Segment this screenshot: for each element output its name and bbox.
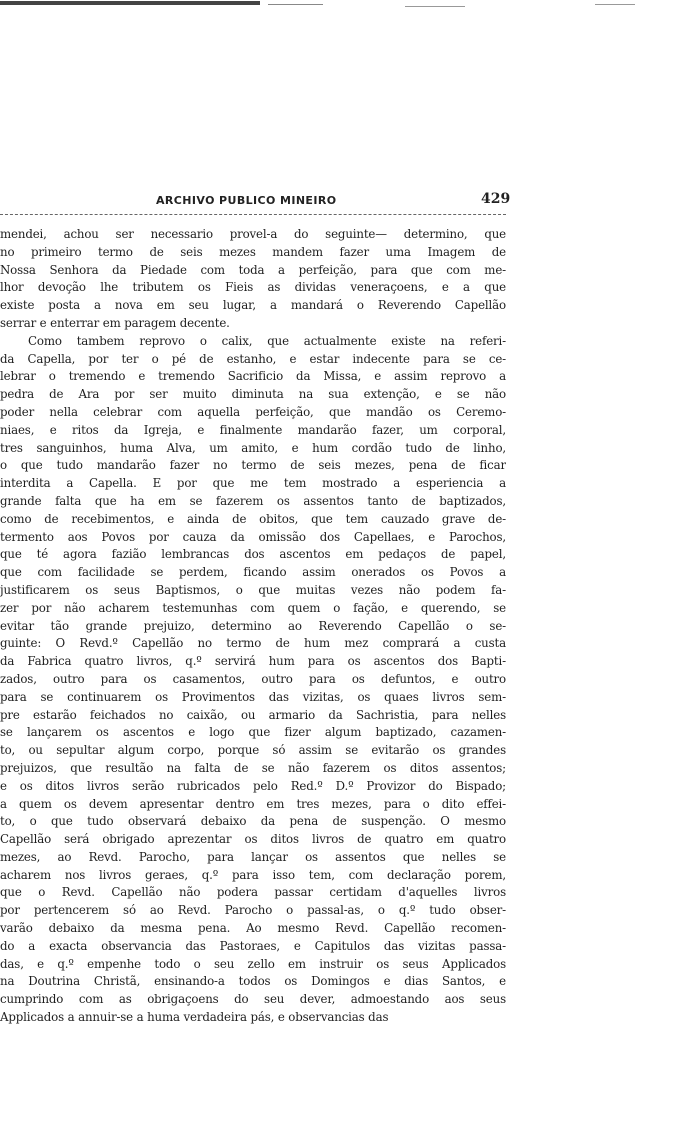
text-line: niaes, e ritos da Igreja, e finalmente mandarão fazer, um corporal, xyxy=(0,422,506,437)
text-line: guinte: O Revd.º Capellão no termo de hum mez comprará a custa xyxy=(0,636,506,651)
text-line: evitar tão grande prejuizo, determino ao Reverendo Capellão o se- xyxy=(0,618,506,633)
text-line: Capellão será obrigado aprezentar os ditos livros de quatro em quatro xyxy=(0,832,506,847)
text-line: Como tambem reprovo o calix, que actualmente existe na referi- xyxy=(28,333,506,348)
text-line: tres sanguinhos, huma Alva, um amito, e hum cordão tudo de linho, xyxy=(0,440,506,455)
text-line: serrar e enterrar em paragem decente. xyxy=(0,315,230,330)
text-line: pedra de Ara por ser muito diminuta na sua extenção, e se não xyxy=(0,387,506,402)
text-line: lhor devoção lhe tributem os Fieis as dividas veneraçoens, e a que xyxy=(0,280,506,295)
text-line: a quem os devem apresentar dentro em tres mezes, para o dito effei- xyxy=(0,796,506,811)
text-line: que té agora fazião lembrancas dos ascentos em pedaços de papel, xyxy=(0,547,506,562)
text-line: cumprindo com as obrigaçoens do seu dever, admoestando aos seus xyxy=(0,992,506,1007)
paragraph xyxy=(0,333,506,1027)
text-line: das, e q.º empenhe todo o seu zello em instruir os seus Applicados xyxy=(0,956,506,971)
text-line: prejuizos, que resultão na falta de se não fazerem os ditos assentos; xyxy=(0,760,506,775)
text-line: do a exacta observancia das Pastoraes, e Capitulos das vizitas passa- xyxy=(0,938,506,953)
text-line: que com facilidade se perdem, ficando assim onerados os Povos a xyxy=(0,565,506,580)
text-line: to, ou sepultar algum corpo, porque só assim se evitarão os grandes xyxy=(0,743,506,758)
body-text xyxy=(0,226,506,1027)
text-line: interdita a Capella. E por que me tem mostrado a esperiencia a xyxy=(0,476,506,491)
text-line: da Fabrica quatro livros, q.º servirá hum para os ascentos dos Bapti- xyxy=(0,654,506,669)
text-line: o que tudo mandarão fazer no termo de seis mezes, pena de ficar xyxy=(0,458,506,473)
header-rule xyxy=(0,214,506,215)
header-title: ARCHIVO PUBLICO MINEIRO xyxy=(156,194,337,207)
text-line: zer por não acharem testemunhas com quem o fação, e querendo, se xyxy=(0,600,506,615)
text-line: to, o que tudo observará debaixo da pena de suspenção. O mesmo xyxy=(0,814,506,829)
top-edge-rule xyxy=(405,6,465,7)
text-line: mezes, ao Revd. Parocho, para lançar os assentos que nelles se xyxy=(0,849,506,864)
running-head xyxy=(0,191,691,214)
text-line: pre estarão feichados no caixão, ou armario da Sachristia, para nelles xyxy=(0,707,506,722)
text-line: Applicados a annuir-se a huma verdadeira pás, e observancias das xyxy=(0,1010,389,1025)
text-line: na Doutrina Christã, ensinando-a todos os Domingos e dias Santos, e xyxy=(0,974,506,989)
text-line: para se continuarem os Provimentos das vizitas, os quaes livros sem- xyxy=(0,689,506,704)
paragraph xyxy=(0,226,506,333)
text-line: poder nella celebrar com aquella perfeição, que mandão os Ceremo- xyxy=(0,404,506,419)
text-line: da Capella, por ter o pé de estanho, e estar indecente para se ce- xyxy=(0,351,506,366)
text-line: Nossa Senhora da Piedade com toda a perfeição, para que com me- xyxy=(0,262,506,277)
text-line: se lançarem os ascentos e logo que fizer algum baptizado, cazamen- xyxy=(0,725,506,740)
text-line: justificarem os seus Baptismos, o que muitas vezes não podem fa- xyxy=(0,582,506,597)
top-edge-rule xyxy=(0,1,260,5)
text-line: por pertencerem só ao Revd. Parocho o passal-as, o q.º tudo obser- xyxy=(0,903,506,918)
text-line: lebrar o tremendo e tremendo Sacrificio da Missa, e assim reprovo a xyxy=(0,369,506,384)
text-line: mendei, achou ser necessario provel-a do seguinte— determino, que xyxy=(0,227,506,241)
text-line: existe posta a nova em seu lugar, a mandará o Reverendo Capellão xyxy=(0,298,506,313)
text-line: termento aos Povos por cauza da omissão dos Capellaes, e Parochos, xyxy=(0,529,506,544)
text-line: grande falta que ha em se fazerem os assentos tanto de baptizados, xyxy=(0,493,506,508)
top-edge-rule xyxy=(268,4,323,5)
text-line: zados, outro para os casamentos, outro para os defuntos, e outro xyxy=(0,671,506,686)
text-line: varão debaixo da mesma pena. Ao mesmo Revd. Capellão recomen- xyxy=(0,921,506,936)
text-line: como de recebimentos, e ainda de obitos, que tem cauzado grave de- xyxy=(0,511,506,526)
page-number: 429 xyxy=(481,191,511,207)
text-line: e os ditos livros serão rubricados pelo Red.º D.º Provizor do Bispado; xyxy=(0,778,506,793)
text-line: acharem nos livros geraes, q.º para isso tem, com declaração porem, xyxy=(0,867,506,882)
top-edge-rule xyxy=(595,4,635,5)
text-line: que o Revd. Capellão não podera passar certidam d'aquelles livros xyxy=(0,885,506,900)
text-line: no primeiro termo de seis mezes mandem fazer uma Imagem de xyxy=(0,244,506,259)
